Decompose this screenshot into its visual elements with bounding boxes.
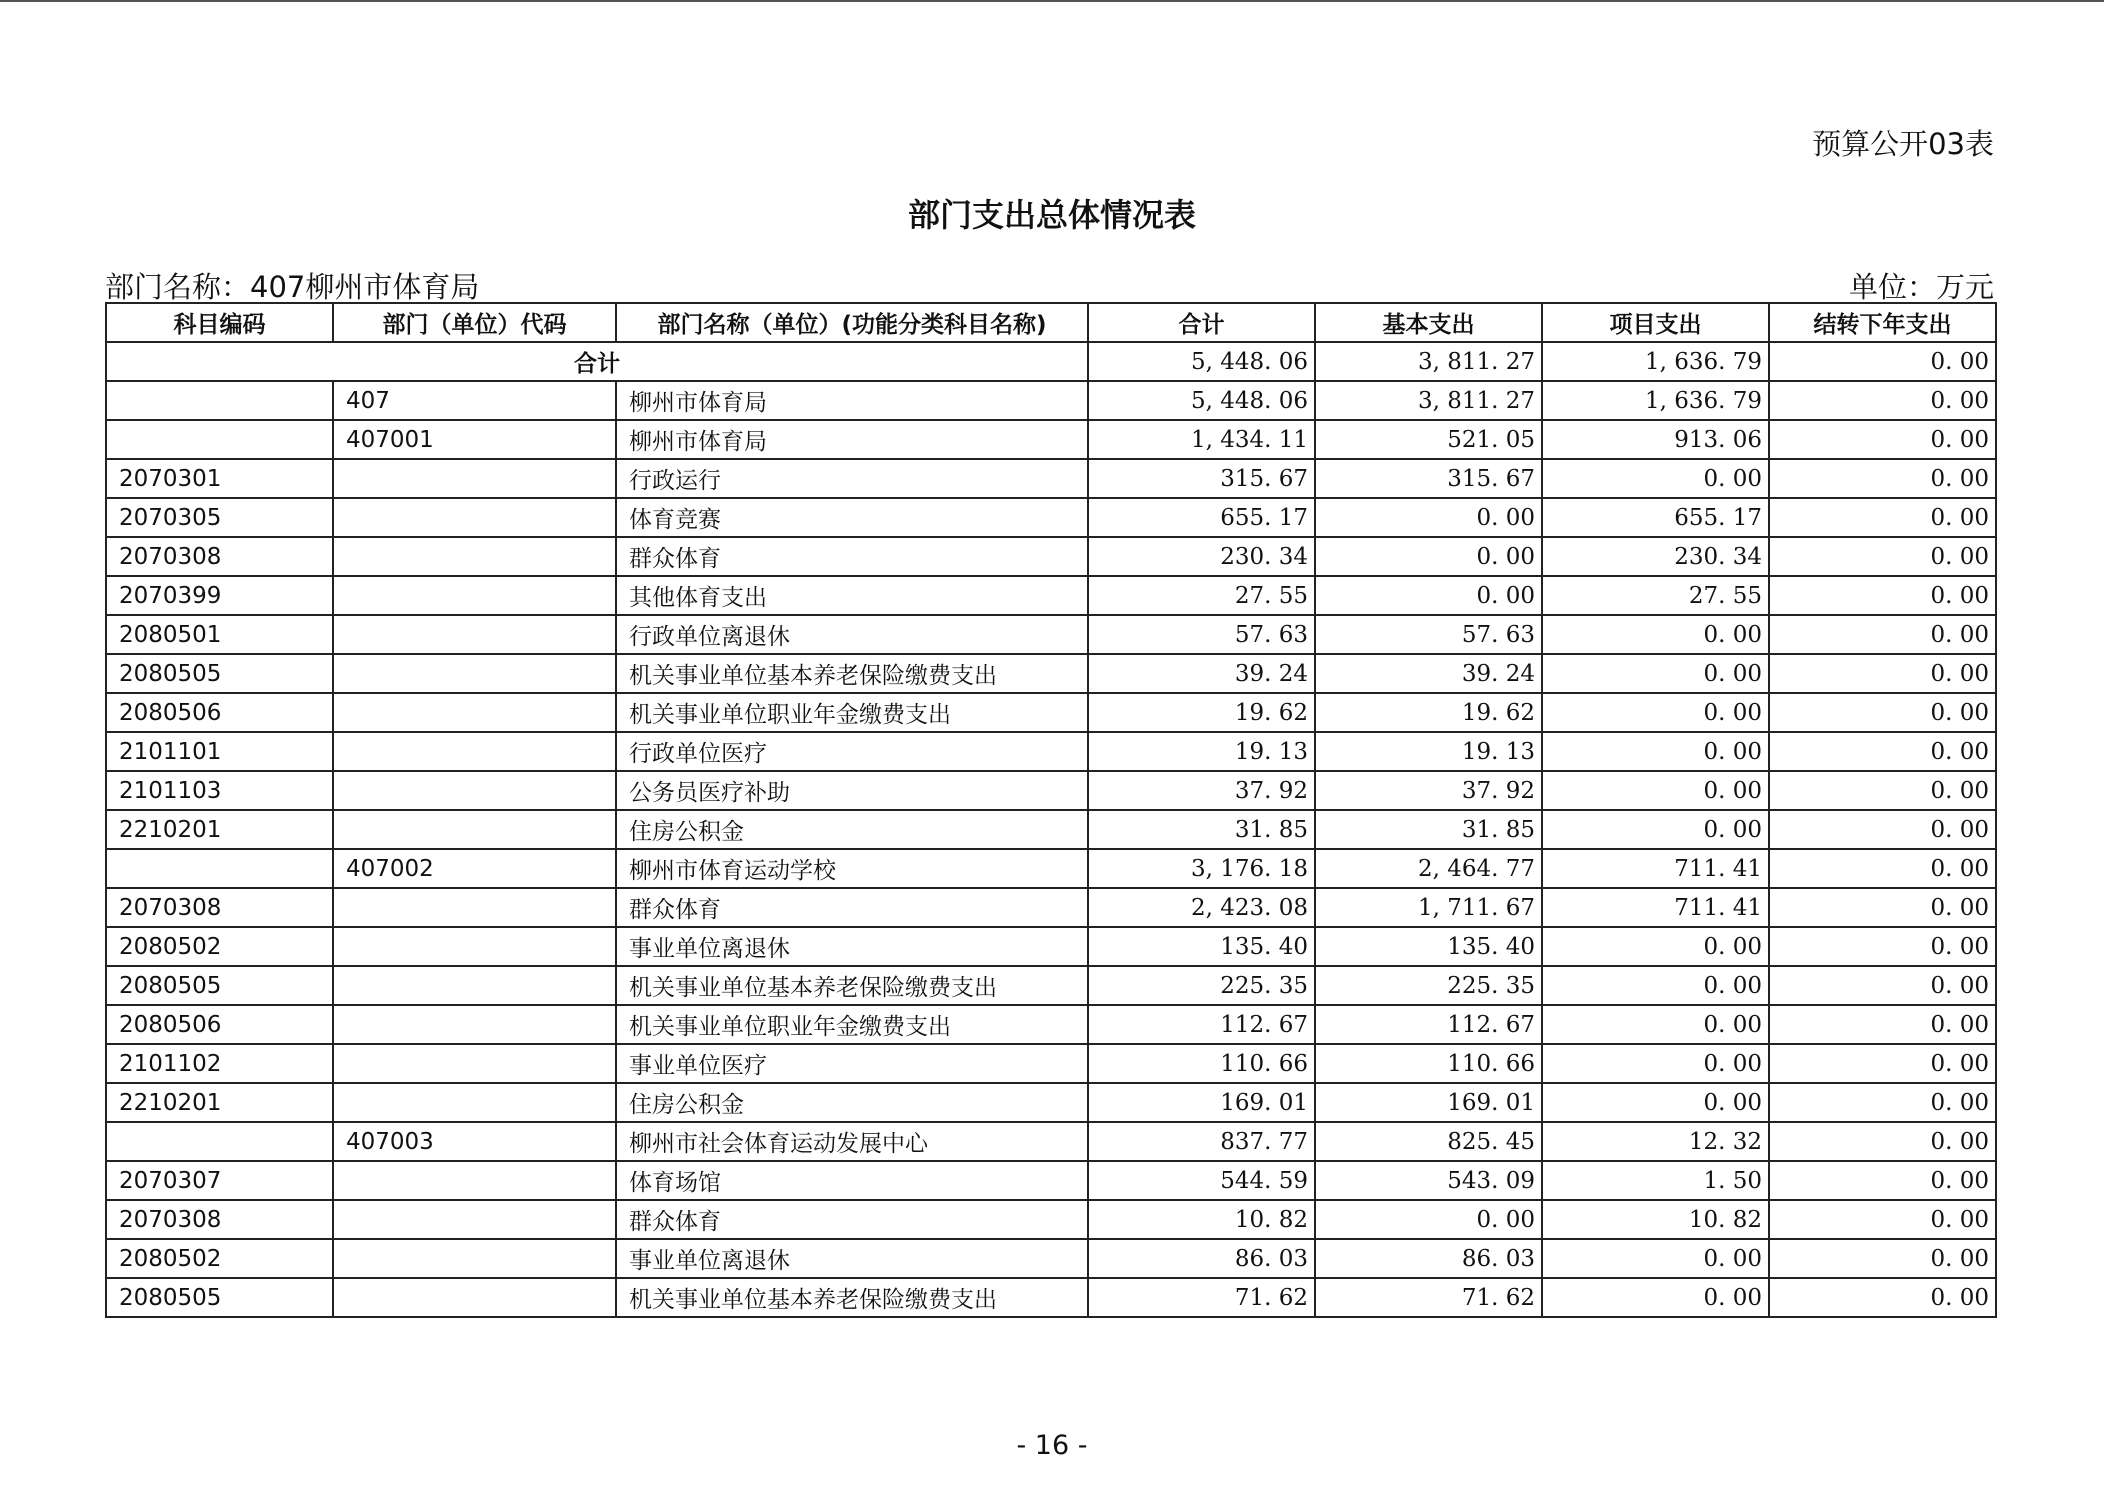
cell-total: 225. 35 — [1088, 966, 1315, 1005]
cell-dept-code — [333, 1200, 616, 1239]
cell-carry: 0. 00 — [1769, 1044, 1996, 1083]
cell-dept-code — [333, 1083, 616, 1122]
cell-total: 86. 03 — [1088, 1239, 1315, 1278]
cell-dept-name: 体育竞赛 — [616, 498, 1088, 537]
cell-dept-code — [333, 459, 616, 498]
header-subject-code: 科目编码 — [106, 303, 333, 342]
cell-dept-name: 柳州市社会体育运动发展中心 — [616, 1122, 1088, 1161]
cell-carry: 0. 00 — [1769, 1005, 1996, 1044]
cell-carry: 0. 00 — [1769, 732, 1996, 771]
table-row — [106, 1200, 1996, 1239]
cell-basic: 0. 00 — [1315, 498, 1542, 537]
cell-dept-name: 机关事业单位基本养老保险缴费支出 — [616, 966, 1088, 1005]
top-border-line — [0, 0, 2104, 2]
cell-basic: 0. 00 — [1315, 1200, 1542, 1239]
cell-dept-name: 群众体育 — [616, 537, 1088, 576]
cell-dept-name: 群众体育 — [616, 1200, 1088, 1239]
cell-subject-code: 2080506 — [106, 693, 333, 732]
cell-project: 10. 82 — [1542, 1200, 1769, 1239]
table-row — [106, 1161, 1996, 1200]
table-row — [106, 888, 1996, 927]
header-project: 项目支出 — [1542, 303, 1769, 342]
cell-basic: 225. 35 — [1315, 966, 1542, 1005]
cell-basic: 3, 811. 27 — [1315, 381, 1542, 420]
cell-dept-code — [333, 927, 616, 966]
cell-subject-code: 2070301 — [106, 459, 333, 498]
cell-project: 0. 00 — [1542, 1044, 1769, 1083]
cell-carry: 0. 00 — [1769, 420, 1996, 459]
cell-dept-code — [333, 576, 616, 615]
cell-dept-name: 群众体育 — [616, 888, 1088, 927]
table-header-row — [106, 303, 1996, 342]
cell-subject-code: 2080505 — [106, 654, 333, 693]
cell-project: 0. 00 — [1542, 732, 1769, 771]
cell-dept-code — [333, 693, 616, 732]
table-row — [106, 927, 1996, 966]
cell-subject-code: 2101102 — [106, 1044, 333, 1083]
cell-subject-code: 2080502 — [106, 1239, 333, 1278]
cell-total: 31. 85 — [1088, 810, 1315, 849]
cell-total: 3, 176. 18 — [1088, 849, 1315, 888]
cell-basic: 37. 92 — [1315, 771, 1542, 810]
cell-carry: 0. 00 — [1769, 771, 1996, 810]
cell-dept-name: 行政运行 — [616, 459, 1088, 498]
cell-subject-code — [106, 1122, 333, 1161]
cell-dept-name: 事业单位离退休 — [616, 927, 1088, 966]
cell-subject-code: 2070307 — [106, 1161, 333, 1200]
cell-dept-name: 行政单位离退休 — [616, 615, 1088, 654]
cell-dept-code — [333, 966, 616, 1005]
cell-basic: 19. 13 — [1315, 732, 1542, 771]
cell-dept-code — [333, 732, 616, 771]
table-row — [106, 966, 1996, 1005]
table-row — [106, 849, 1996, 888]
cell-carry: 0. 00 — [1769, 1200, 1996, 1239]
cell-total: 39. 24 — [1088, 654, 1315, 693]
cell-subject-code: 2080501 — [106, 615, 333, 654]
table-row — [106, 732, 1996, 771]
total-row-label: 合计 — [106, 342, 1088, 381]
cell-basic: 112. 67 — [1315, 1005, 1542, 1044]
cell-dept-code: 407002 — [333, 849, 616, 888]
cell-dept-code: 407 — [333, 381, 616, 420]
cell-total: 315. 67 — [1088, 459, 1315, 498]
cell-carry: 0. 00 — [1769, 1161, 1996, 1200]
cell-total: 169. 01 — [1088, 1083, 1315, 1122]
header-dept-code: 部门（单位）代码 — [333, 303, 616, 342]
form-code: 预算公开03表 — [1812, 127, 1994, 161]
cell-project: 711. 41 — [1542, 888, 1769, 927]
table-row — [106, 459, 1996, 498]
cell-carry: 0. 00 — [1769, 1122, 1996, 1161]
cell-subject-code: 2070308 — [106, 888, 333, 927]
table-row — [106, 420, 1996, 459]
cell-basic: 19. 62 — [1315, 693, 1542, 732]
cell-dept-code — [333, 498, 616, 537]
expenditure-table — [105, 302, 1997, 1318]
cell-total: 230. 34 — [1088, 537, 1315, 576]
cell-dept-name: 机关事业单位职业年金缴费支出 — [616, 1005, 1088, 1044]
cell-project: 711. 41 — [1542, 849, 1769, 888]
table-row — [106, 1044, 1996, 1083]
cell-subject-code — [106, 420, 333, 459]
header-basic: 基本支出 — [1315, 303, 1542, 342]
table-row — [106, 381, 1996, 420]
total-row-carry: 0. 00 — [1769, 342, 1996, 381]
cell-total: 837. 77 — [1088, 1122, 1315, 1161]
cell-basic: 0. 00 — [1315, 537, 1542, 576]
cell-project: 0. 00 — [1542, 927, 1769, 966]
cell-carry: 0. 00 — [1769, 1083, 1996, 1122]
cell-dept-name: 事业单位医疗 — [616, 1044, 1088, 1083]
total-row-basic: 3, 811. 27 — [1315, 342, 1542, 381]
cell-total: 37. 92 — [1088, 771, 1315, 810]
cell-dept-code — [333, 1044, 616, 1083]
cell-dept-code — [333, 1161, 616, 1200]
cell-carry: 0. 00 — [1769, 654, 1996, 693]
cell-dept-name: 住房公积金 — [616, 1083, 1088, 1122]
cell-basic: 521. 05 — [1315, 420, 1542, 459]
cell-project: 0. 00 — [1542, 1083, 1769, 1122]
header-total: 合计 — [1088, 303, 1315, 342]
cell-project: 0. 00 — [1542, 771, 1769, 810]
table-row — [106, 1239, 1996, 1278]
cell-basic: 86. 03 — [1315, 1239, 1542, 1278]
cell-total: 19. 13 — [1088, 732, 1315, 771]
cell-subject-code: 2070308 — [106, 537, 333, 576]
cell-total: 10. 82 — [1088, 1200, 1315, 1239]
cell-total: 2, 423. 08 — [1088, 888, 1315, 927]
cell-total: 57. 63 — [1088, 615, 1315, 654]
cell-dept-code — [333, 1239, 616, 1278]
cell-project: 27. 55 — [1542, 576, 1769, 615]
cell-total: 19. 62 — [1088, 693, 1315, 732]
cell-carry: 0. 00 — [1769, 849, 1996, 888]
cell-basic: 71. 62 — [1315, 1278, 1542, 1317]
cell-subject-code: 2080506 — [106, 1005, 333, 1044]
cell-basic: 110. 66 — [1315, 1044, 1542, 1083]
cell-project: 0. 00 — [1542, 1278, 1769, 1317]
cell-carry: 0. 00 — [1769, 576, 1996, 615]
table-row — [106, 615, 1996, 654]
cell-basic: 2, 464. 77 — [1315, 849, 1542, 888]
table-row — [106, 1278, 1996, 1317]
cell-carry: 0. 00 — [1769, 693, 1996, 732]
cell-carry: 0. 00 — [1769, 1278, 1996, 1317]
cell-dept-name: 机关事业单位基本养老保险缴费支出 — [616, 1278, 1088, 1317]
cell-dept-name: 体育场馆 — [616, 1161, 1088, 1200]
cell-project: 0. 00 — [1542, 693, 1769, 732]
cell-subject-code: 2101103 — [106, 771, 333, 810]
cell-dept-code — [333, 1278, 616, 1317]
cell-basic: 57. 63 — [1315, 615, 1542, 654]
cell-dept-name: 其他体育支出 — [616, 576, 1088, 615]
cell-project: 0. 00 — [1542, 615, 1769, 654]
cell-carry: 0. 00 — [1769, 537, 1996, 576]
table-row — [106, 537, 1996, 576]
cell-carry: 0. 00 — [1769, 927, 1996, 966]
table-row — [106, 693, 1996, 732]
cell-project: 0. 00 — [1542, 1005, 1769, 1044]
table-row — [106, 1122, 1996, 1161]
cell-subject-code: 2070399 — [106, 576, 333, 615]
cell-basic: 543. 09 — [1315, 1161, 1542, 1200]
cell-basic: 135. 40 — [1315, 927, 1542, 966]
cell-project: 913. 06 — [1542, 420, 1769, 459]
page-number: - 16 - — [1016, 1430, 1088, 1461]
table-row — [106, 576, 1996, 615]
cell-total: 27. 55 — [1088, 576, 1315, 615]
cell-dept-name: 公务员医疗补助 — [616, 771, 1088, 810]
cell-total: 655. 17 — [1088, 498, 1315, 537]
table-row — [106, 1083, 1996, 1122]
cell-dept-code — [333, 771, 616, 810]
cell-subject-code: 2070305 — [106, 498, 333, 537]
cell-subject-code: 2080505 — [106, 966, 333, 1005]
cell-carry: 0. 00 — [1769, 966, 1996, 1005]
cell-basic: 169. 01 — [1315, 1083, 1542, 1122]
cell-subject-code: 2210201 — [106, 1083, 333, 1122]
page-title: 部门支出总体情况表 — [907, 196, 1196, 234]
table-row — [106, 654, 1996, 693]
cell-total: 135. 40 — [1088, 927, 1315, 966]
cell-subject-code: 2101101 — [106, 732, 333, 771]
cell-dept-code — [333, 888, 616, 927]
table-row — [106, 810, 1996, 849]
cell-dept-name: 柳州市体育运动学校 — [616, 849, 1088, 888]
table-row — [106, 498, 1996, 537]
cell-dept-code — [333, 810, 616, 849]
total-row-project: 1, 636. 79 — [1542, 342, 1769, 381]
cell-dept-name: 机关事业单位职业年金缴费支出 — [616, 693, 1088, 732]
cell-project: 655. 17 — [1542, 498, 1769, 537]
cell-subject-code: 2210201 — [106, 810, 333, 849]
cell-dept-name: 住房公积金 — [616, 810, 1088, 849]
cell-subject-code — [106, 381, 333, 420]
cell-dept-name: 行政单位医疗 — [616, 732, 1088, 771]
cell-basic: 1, 711. 67 — [1315, 888, 1542, 927]
cell-project: 1. 50 — [1542, 1161, 1769, 1200]
cell-subject-code: 2080505 — [106, 1278, 333, 1317]
cell-total: 71. 62 — [1088, 1278, 1315, 1317]
cell-basic: 31. 85 — [1315, 810, 1542, 849]
table-row — [106, 771, 1996, 810]
cell-total: 1, 434. 11 — [1088, 420, 1315, 459]
unit-label: 单位：万元 — [1848, 270, 1994, 304]
cell-dept-code — [333, 654, 616, 693]
cell-basic: 825. 45 — [1315, 1122, 1542, 1161]
cell-dept-code: 407001 — [333, 420, 616, 459]
cell-basic: 39. 24 — [1315, 654, 1542, 693]
cell-project: 230. 34 — [1542, 537, 1769, 576]
cell-dept-code: 407003 — [333, 1122, 616, 1161]
cell-subject-code — [106, 849, 333, 888]
cell-carry: 0. 00 — [1769, 615, 1996, 654]
cell-project: 12. 32 — [1542, 1122, 1769, 1161]
cell-carry: 0. 00 — [1769, 810, 1996, 849]
table-row — [106, 1005, 1996, 1044]
total-row — [106, 342, 1996, 381]
cell-dept-name: 柳州市体育局 — [616, 420, 1088, 459]
cell-project: 1, 636. 79 — [1542, 381, 1769, 420]
cell-carry: 0. 00 — [1769, 381, 1996, 420]
cell-carry: 0. 00 — [1769, 459, 1996, 498]
cell-project: 0. 00 — [1542, 459, 1769, 498]
cell-project: 0. 00 — [1542, 1239, 1769, 1278]
cell-dept-code — [333, 1005, 616, 1044]
cell-subject-code: 2070308 — [106, 1200, 333, 1239]
cell-carry: 0. 00 — [1769, 498, 1996, 537]
cell-project: 0. 00 — [1542, 966, 1769, 1005]
cell-dept-code — [333, 537, 616, 576]
header-dept-name: 部门名称（单位）(功能分类科目名称) — [616, 303, 1088, 342]
cell-total: 110. 66 — [1088, 1044, 1315, 1083]
header-carryover: 结转下年支出 — [1769, 303, 1996, 342]
cell-dept-name: 机关事业单位基本养老保险缴费支出 — [616, 654, 1088, 693]
cell-total: 544. 59 — [1088, 1161, 1315, 1200]
cell-subject-code: 2080502 — [106, 927, 333, 966]
cell-dept-code — [333, 615, 616, 654]
cell-basic: 315. 67 — [1315, 459, 1542, 498]
cell-total: 5, 448. 06 — [1088, 381, 1315, 420]
cell-dept-name: 柳州市体育局 — [616, 381, 1088, 420]
cell-basic: 0. 00 — [1315, 576, 1542, 615]
cell-dept-name: 事业单位离退休 — [616, 1239, 1088, 1278]
cell-carry: 0. 00 — [1769, 1239, 1996, 1278]
cell-project: 0. 00 — [1542, 654, 1769, 693]
department-label: 部门名称：407柳州市体育局 — [105, 270, 480, 304]
cell-carry: 0. 00 — [1769, 888, 1996, 927]
total-row-total: 5, 448. 06 — [1088, 342, 1315, 381]
cell-total: 112. 67 — [1088, 1005, 1315, 1044]
cell-project: 0. 00 — [1542, 810, 1769, 849]
